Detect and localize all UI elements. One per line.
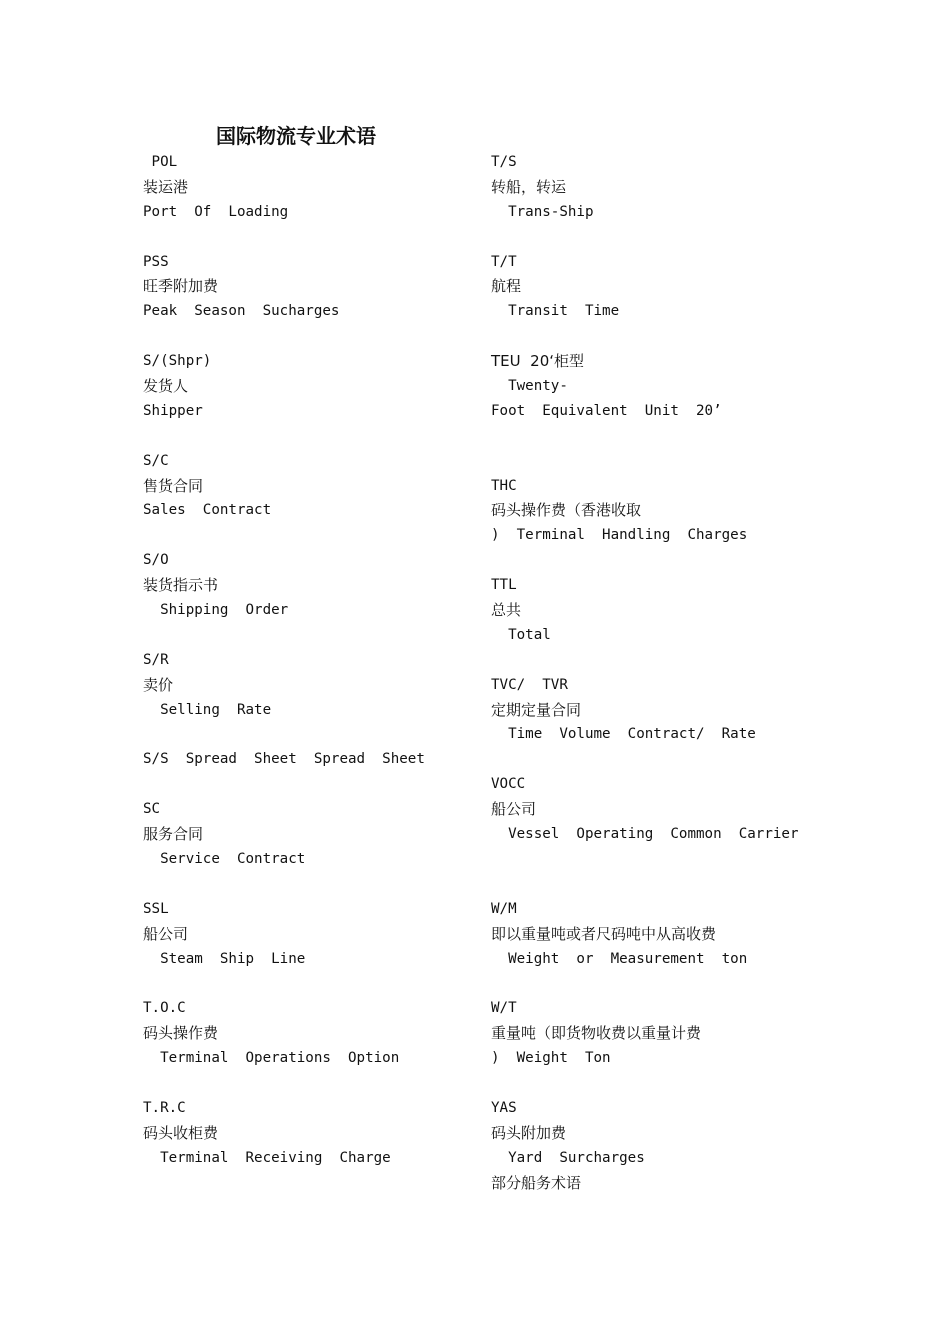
- term-line: THC: [491, 477, 517, 494]
- term-line: [143, 722, 543, 747]
- term-line: 部分船务术语: [491, 1173, 582, 1192]
- term-line: Twenty-: [491, 378, 568, 395]
- term-line: 转船，转运: [491, 177, 567, 196]
- term-line: Steam Ship Line: [143, 950, 306, 967]
- term-line: Port Of Loading: [143, 203, 289, 220]
- term-line: [143, 971, 543, 996]
- term-line: Trans-Ship: [491, 203, 594, 220]
- term-line: [143, 324, 543, 349]
- term-line: Shipper: [143, 402, 203, 419]
- term-line: VOCC: [491, 776, 526, 793]
- term-line: 总共: [491, 601, 522, 620]
- term-line: [491, 648, 871, 673]
- term-line: Shipping Order: [143, 602, 289, 619]
- term-line: Yard Surcharges: [491, 1149, 645, 1166]
- term-line: Terminal Operations Option: [143, 1050, 400, 1067]
- term-line: 装货指示书: [143, 576, 219, 595]
- term-line: 码头附加费: [491, 1123, 567, 1142]
- term-line: 重量吨（即货物收费以重量计费: [491, 1024, 702, 1043]
- term-line: W/M: [491, 900, 517, 917]
- term-line: [143, 623, 543, 648]
- right-term-column: [491, 150, 871, 1195]
- term-line: SC: [143, 801, 161, 818]
- term-line: T.O.C: [143, 1000, 186, 1017]
- term-line: Vessel Operating Common Carrier: [491, 826, 799, 843]
- term-line: S/O: [143, 552, 169, 569]
- term-line: 装运港: [143, 177, 189, 196]
- term-line: 即以重量吨或者尺码吨中从高收费: [491, 924, 717, 943]
- term-line: T/T: [491, 253, 517, 270]
- term-line: S/C: [143, 452, 169, 469]
- term-line: T/S: [491, 154, 517, 170]
- term-line: Transit Time: [491, 303, 620, 320]
- term-line: S/R: [143, 651, 169, 668]
- term-line: 定期定量合同: [491, 700, 582, 719]
- term-line: 船公司: [143, 924, 189, 943]
- term-line: Terminal Receiving Charge: [143, 1149, 391, 1166]
- term-line: 船公司: [491, 800, 537, 819]
- term-line: [143, 1071, 543, 1096]
- term-line: [491, 548, 871, 573]
- term-line: [491, 225, 871, 250]
- term-line: TEU 20‘柜型: [491, 352, 585, 371]
- term-line: [143, 225, 543, 250]
- term-line: Selling Rate: [143, 701, 272, 718]
- term-line: 码头操作费: [143, 1024, 219, 1043]
- term-line: Service Contract: [143, 850, 306, 867]
- term-line: ) Weight Ton: [491, 1050, 611, 1067]
- term-line: [491, 424, 871, 449]
- term-line: Weight or Measurement ton: [491, 950, 748, 967]
- term-line: S/S Spread Sheet Spread Sheet: [143, 751, 425, 768]
- term-line: Foot Equivalent Unit 20’: [491, 402, 722, 419]
- term-line: 服务合同: [143, 825, 204, 844]
- term-line: PSS: [143, 253, 169, 270]
- term-line: 发货人: [143, 377, 189, 396]
- term-line: W/T: [491, 1000, 517, 1017]
- term-line: [491, 971, 871, 996]
- term-line: [143, 523, 543, 548]
- term-line: TVC/ TVR: [491, 676, 568, 693]
- left-term-column: [143, 150, 543, 1171]
- term-line: POL: [143, 154, 178, 170]
- term-line: 卖价: [143, 675, 174, 694]
- term-line: [491, 1071, 871, 1096]
- term-line: 航程: [491, 277, 522, 296]
- term-line: [143, 772, 543, 797]
- term-line: TTL: [491, 577, 517, 594]
- term-line: [491, 747, 871, 772]
- term-line: SSL: [143, 900, 169, 917]
- term-line: 旺季附加费: [143, 277, 219, 296]
- term-line: Time Volume Contract/ Rate: [491, 726, 756, 743]
- term-line: ) Terminal Handling Charges: [491, 527, 748, 544]
- term-line: [491, 872, 871, 897]
- page-title: 国际物流专业术语: [216, 124, 376, 148]
- term-line: Sales Contract: [143, 502, 272, 519]
- term-line: Total: [491, 626, 551, 643]
- term-line: 售货合同: [143, 476, 204, 495]
- term-line: [491, 847, 871, 872]
- term-line: [491, 449, 871, 474]
- term-line: Peak Season Sucharges: [143, 303, 340, 320]
- term-line: YAS: [491, 1099, 517, 1116]
- term-line: [143, 424, 543, 449]
- term-line: [491, 324, 871, 349]
- term-line: T.R.C: [143, 1099, 186, 1116]
- term-line: 码头操作费（香港收取: [491, 501, 642, 520]
- term-line: 码头收柜费: [143, 1123, 219, 1142]
- term-line: S/(Shpr): [143, 353, 212, 370]
- term-line: [143, 872, 543, 897]
